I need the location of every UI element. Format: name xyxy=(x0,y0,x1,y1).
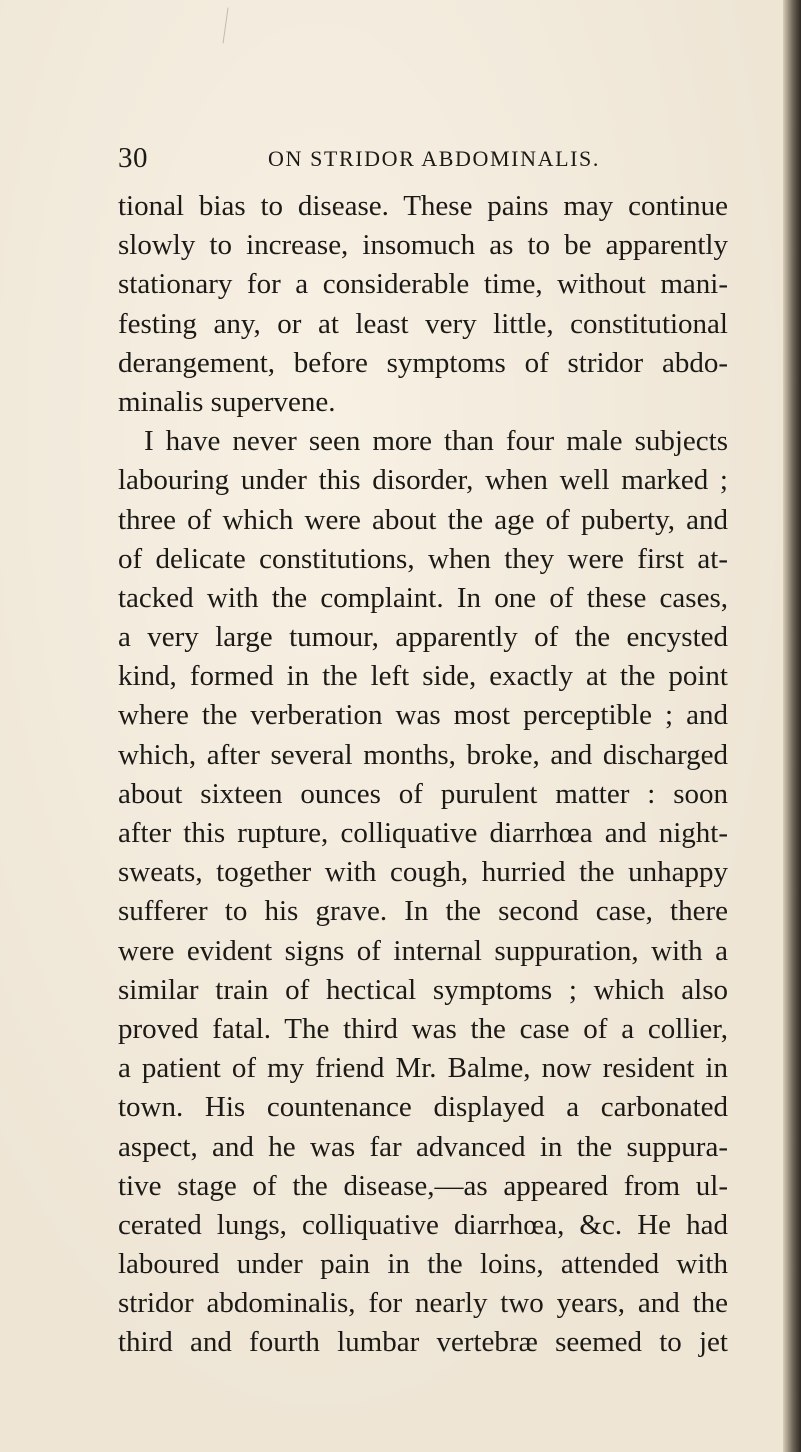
text-line: kind, formed in the left side, exactly at the point xyxy=(118,660,728,693)
text-line: tive stage of the disease,—as appeared from ul- xyxy=(118,1169,728,1202)
page-edge-shadow xyxy=(783,0,801,1452)
text-line: labouring under this disorder, when well marked ; xyxy=(118,464,728,497)
text-line: where the verberation was most perceptible ; and xyxy=(118,699,728,732)
text-line: minalis supervene. xyxy=(118,385,336,418)
body-text xyxy=(118,187,728,1363)
text-line: third and fourth lumbar vertebræ seemed to jet xyxy=(118,1326,728,1359)
text-line: festing any, or at least very little, constitutional xyxy=(118,307,728,340)
text-line: slowly to increase, insomuch as to be apparently xyxy=(118,229,728,262)
page-blemish xyxy=(223,8,237,45)
text-line: sweats, together with cough, hurried the unhappy xyxy=(118,856,728,889)
page-number: 30 xyxy=(118,142,148,174)
running-head: ON STRIDOR ABDOMINALIS. xyxy=(268,146,600,171)
text-line: sufferer to his grave. In the second case, there xyxy=(118,895,728,928)
page-header xyxy=(118,140,718,176)
text-line: about sixteen ounces of purulent matter : soon xyxy=(118,777,728,810)
text-line: cerated lungs, colliquative diarrhœa, &c. He had xyxy=(118,1208,728,1241)
text-line: tacked with the complaint. In one of these cases, xyxy=(118,581,728,614)
text-line: I have never seen more than four male subjects xyxy=(144,425,728,458)
text-line: were evident signs of internal suppuration, with a xyxy=(118,934,728,967)
text-line: stridor abdominalis, for nearly two years, and the xyxy=(118,1287,728,1320)
text-line: tional bias to disease. These pains may continue xyxy=(118,190,728,222)
text-line: three of which were about the age of puberty, and xyxy=(118,503,728,536)
text-line: town. His countenance displayed a carbonated xyxy=(118,1091,728,1124)
text-line: stationary for a considerable time, without mani- xyxy=(118,268,728,301)
text-line: which, after several months, broke, and discharged xyxy=(118,738,728,771)
text-line: laboured under pain in the loins, attended with xyxy=(118,1248,728,1281)
text-line: of delicate constitutions, when they were first at- xyxy=(118,542,728,575)
text-line: aspect, and he was far advanced in the suppura- xyxy=(118,1130,728,1163)
text-line: similar train of hectical symptoms ; which also xyxy=(118,973,728,1006)
text-line: a very large tumour, apparently of the encysted xyxy=(118,621,728,654)
text-line: proved fatal. The third was the case of a collier, xyxy=(118,1012,728,1045)
text-line: a patient of my friend Mr. Balme, now resident in xyxy=(118,1052,728,1085)
text-line: derangement, before symptoms of stridor abdo- xyxy=(118,346,728,379)
text-line: after this rupture, colliquative diarrhœa and night- xyxy=(118,817,728,849)
